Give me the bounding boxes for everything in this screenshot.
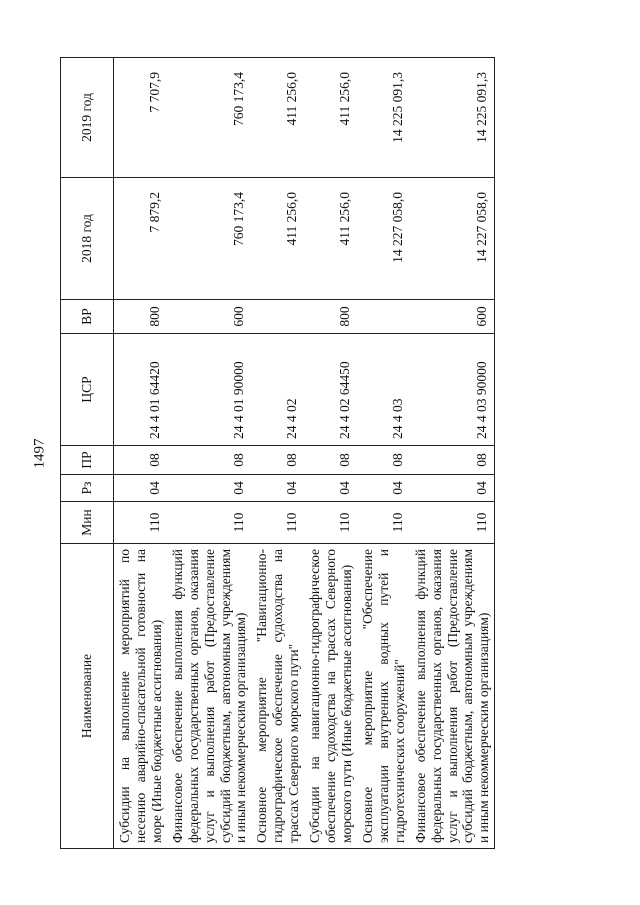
- row-2018: 411 256,0: [304, 178, 357, 300]
- row-min: 110: [167, 502, 252, 544]
- header-pr: ПР: [61, 446, 114, 475]
- table-header: [61, 58, 114, 849]
- row-name: Финансовое обеспечение выполнения функций федеральных государственных органов, оказания услуг и выполнения работ (Предоставление субсидий бюджетным, автономным учреждениям и иным некоммерческим организациям): [167, 544, 252, 849]
- row-pr: 08: [167, 446, 252, 475]
- header-min: Мин: [61, 502, 114, 544]
- row-2019: 411 256,0: [251, 58, 304, 178]
- row-rz: 04: [410, 475, 495, 502]
- table-row: [167, 58, 252, 849]
- row-2019: 411 256,0: [304, 58, 357, 178]
- row-name: Субсидии на выполнение мероприятий по несению аварийно-спасательной готовности на море (Иные бюджетные ассигнования): [114, 544, 167, 849]
- header-row: [61, 58, 114, 849]
- row-vr: 800: [304, 300, 357, 334]
- row-csr: 24 4 02: [251, 334, 304, 446]
- row-2018: 14 227 058,0: [410, 178, 495, 300]
- budget-table: [60, 57, 495, 849]
- row-min: 110: [251, 502, 304, 544]
- budget-table-area: [60, 58, 596, 849]
- row-name: Основное мероприятие "Обеспечение эксплуатации внутренних водных путей и гидротехнических сооружений": [357, 544, 410, 849]
- page-number-text: 1497: [31, 438, 48, 468]
- rotated-table-container: [60, 58, 596, 849]
- row-2018: 760 173,4: [167, 178, 252, 300]
- header-2019: 2019 год: [61, 58, 114, 178]
- header-csr: ЦСР: [61, 334, 114, 446]
- row-name: Основное мероприятие "Навигационно-гидрографическое обеспечение судоходства на трассах Северного морского пути": [251, 544, 304, 849]
- table-row: [357, 58, 410, 849]
- row-pr: 08: [357, 446, 410, 475]
- header-rz: Рз: [61, 475, 114, 502]
- row-csr: 24 4 03: [357, 334, 410, 446]
- row-min: 110: [357, 502, 410, 544]
- row-2018: 7 879,2: [114, 178, 167, 300]
- row-csr: 24 4 01 90000: [167, 334, 252, 446]
- row-csr: 24 4 01 64420: [114, 334, 167, 446]
- row-csr: 24 4 02 64450: [304, 334, 357, 446]
- row-rz: 04: [357, 475, 410, 502]
- row-2019: 760 173,4: [167, 58, 252, 178]
- row-vr: 600: [167, 300, 252, 334]
- row-rz: 04: [304, 475, 357, 502]
- row-pr: 08: [114, 446, 167, 475]
- row-name: Финансовое обеспечение выполнения функций федеральных государственных органов, оказания услуг и выполнения работ (Предоставление субсидий бюджетным, автономным учреждениям и иным некоммерческим организациям): [410, 544, 495, 849]
- row-min: 110: [114, 502, 167, 544]
- row-vr: [251, 300, 304, 334]
- page-number: [30, 436, 50, 470]
- header-vr: ВР: [61, 300, 114, 334]
- row-rz: 04: [251, 475, 304, 502]
- row-pr: 08: [251, 446, 304, 475]
- row-2018: 14 227 058,0: [357, 178, 410, 300]
- row-rz: 04: [167, 475, 252, 502]
- row-2019: 14 225 091,3: [410, 58, 495, 178]
- table-row: [114, 58, 167, 849]
- header-2018: 2018 год: [61, 178, 114, 300]
- row-2019: 7 707,9: [114, 58, 167, 178]
- row-min: 110: [410, 502, 495, 544]
- row-vr: [357, 300, 410, 334]
- row-min: 110: [304, 502, 357, 544]
- table-row: [304, 58, 357, 849]
- row-csr: 24 4 03 90000: [410, 334, 495, 446]
- row-2018: 411 256,0: [251, 178, 304, 300]
- row-pr: 08: [410, 446, 495, 475]
- row-rz: 04: [114, 475, 167, 502]
- row-vr: 800: [114, 300, 167, 334]
- table-body: [114, 58, 495, 849]
- row-vr: 600: [410, 300, 495, 334]
- table-row: [410, 58, 495, 849]
- header-name: Наименование: [61, 544, 114, 849]
- row-2019: 14 225 091,3: [357, 58, 410, 178]
- row-pr: 08: [304, 446, 357, 475]
- row-name: Субсидии на навигационно-гидрографическое обеспечение судоходства на трассах Северного морского пути (Иные бюджетные ассигнования): [304, 544, 357, 849]
- table-row: [251, 58, 304, 849]
